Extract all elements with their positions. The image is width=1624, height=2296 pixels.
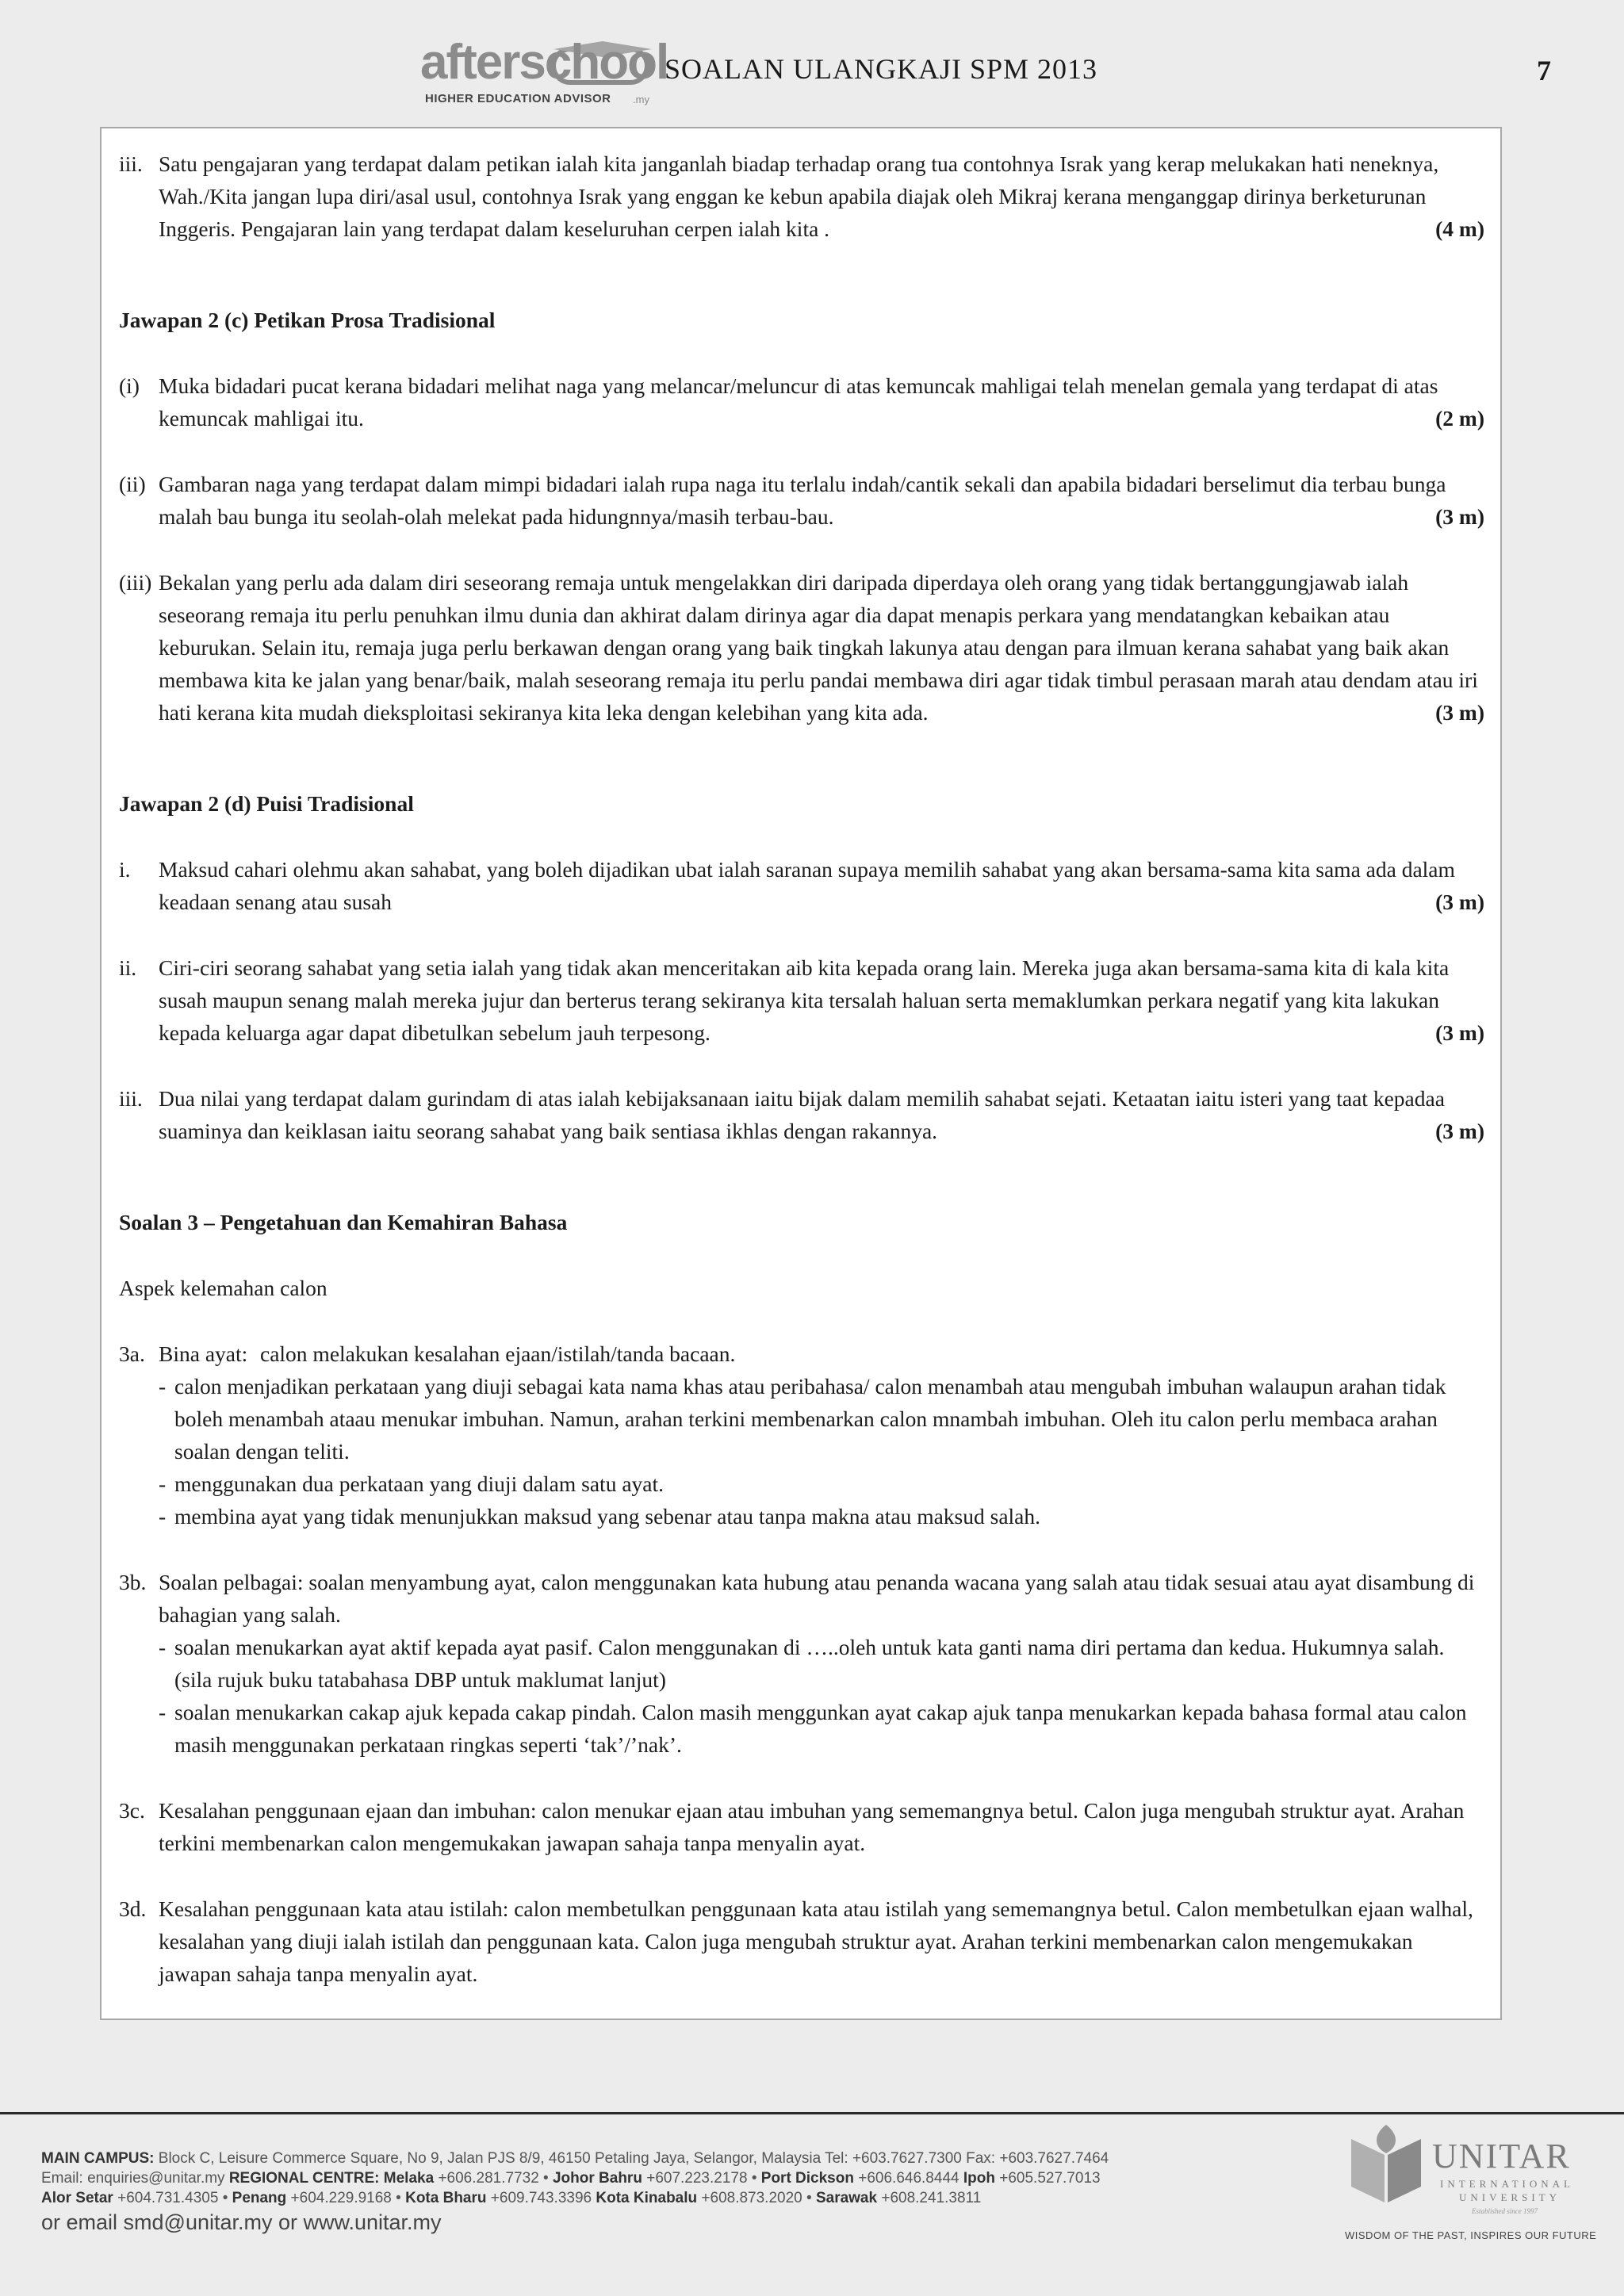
item-number: (ii): [119, 472, 146, 496]
item-text: Bekalan yang perlu ada dalam diri seseorang remaja untuk mengelakkan diri daripada diperdaya oleh orang yang tidak bertanggungjawab ialah seseorang remaja itu perlu penuhkan ilmu dunia dan akhirat dalam dirinya agar dia dapat menapis perkara yang mendatangkan kebaikan atau keburukan. Selain itu, remaja juga perlu berkawan dengan orang yang baik tingkah lakunya atau dengan para ilmuan kerana sahabat yang baik akan membawa kita ke jalan yang benar/baik, malah seseorang remaja itu perlu pandai membawa diri agar tidak timbul perasaan marah atau dendam atau iri hati kerana kita mudah dieksploitasi sekiranya kita leka dengan kelebihan yang kita ada.: [159, 570, 1478, 725]
item-number: (i): [119, 373, 140, 398]
item-marks: (3 m): [1431, 500, 1484, 533]
footer-divider: [0, 2112, 1624, 2114]
footer-regional-line1: Email: enquiries@unitar.my REGIONAL CENTRE: Melaka +606.281.7732 • Johor Bahru +607.223.2178 • Port Dickson +606.646.8444 Ipoh +605.527.7013: [41, 2170, 1101, 2187]
item-marks: (4 m): [1431, 212, 1484, 245]
bullet-item: [119, 1696, 1484, 1761]
afterschool-logo: [420, 35, 668, 117]
main-campus-label: MAIN CAMPUS:: [41, 2150, 155, 2167]
sarawak-label: Sarawak: [815, 2190, 878, 2206]
item-marks: (3 m): [1431, 886, 1484, 918]
kk-label: Kota Kinabalu: [596, 2190, 698, 2206]
kb-tel: +609.743.3396: [490, 2190, 592, 2206]
item-label: Bina ayat:: [159, 1341, 248, 1366]
dash-bullet: -: [159, 1635, 167, 1659]
item-text: Maksud cahari olehmu akan sahabat, yang boleh dijadikan ubat ialah saranan supaya memilih sahabat yang akan bersama-sama kita sama ada dalam keadaan senang atau susah: [159, 857, 1455, 914]
answer-item: [119, 1337, 1484, 1370]
item-lead-text: calon melakukan kesalahan ejaan/istilah/tanda bacaan.: [260, 1341, 736, 1366]
item-marks: (3 m): [1431, 1016, 1484, 1049]
bullet-text: membina ayat yang tidak menunjukkan maksud yang sebenar atau tanpa makna atau maksud salah.: [174, 1504, 1041, 1529]
kb-label: Kota Bharu: [405, 2190, 487, 2206]
footer-regional-line2: Alor Setar +604.731.4305 • Penang +604.229.9168 • Kota Bharu +609.743.3396 Kota Kinabalu +608.873.2020 • Sarawak +608.241.3811: [41, 2190, 982, 2206]
melaka-tel: +606.281.7732: [438, 2170, 539, 2187]
item-marks: (2 m): [1431, 402, 1484, 434]
penang-label: Penang: [232, 2190, 287, 2206]
answer-item: [119, 1794, 1484, 1859]
answer-item: [119, 468, 1484, 533]
johor-tel: +607.223.2178: [646, 2170, 748, 2187]
bullet-text: soalan menukarkan cakap ajuk kepada cakap pindah. Calon masih menggunkan ayat cakap ajuk tanpa menukarkan kepada bahasa formal atau calon masih menggunakan perkataan ringkas seperti ‘tak’/’nak’.: [174, 1700, 1467, 1757]
item-text: Dua nilai yang terdapat dalam gurindam di atas ialah kebijaksanaan iaitu bijak dalam memilih sahabat sejati. Ketaatan iaitu isteri yang taat kepadaa suaminya dan keiklasan iaitu seorang sahabat yang baik sentiasa ikhlas dengan rakannya.: [159, 1086, 1445, 1143]
item-number: 3a.: [119, 1341, 145, 1366]
unitar-name: UNITAR: [1432, 2137, 1571, 2175]
main-campus-address: Block C, Leisure Commerce Square, No 9, Jalan PJS 8/9, 46150 Petaling Jaya, Selangor, Malaysia Tel: +603.7627.7300 Fax: +603.7627.7464: [158, 2150, 1109, 2167]
bullet-item: [119, 1370, 1484, 1468]
section-heading: Jawapan 2 (d) Puisi Tradisional: [119, 791, 414, 816]
item-number: 3b.: [119, 1570, 147, 1594]
answer-item: [119, 566, 1484, 729]
ipoh-tel: +605.527.7013: [999, 2170, 1101, 2187]
page-header: [0, 32, 1624, 127]
dash-bullet: -: [159, 1374, 167, 1399]
item-marks: (3 m): [1431, 696, 1484, 729]
item-text: Kesalahan penggunaan kata atau istilah: calon membetulkan penggunaan kata atau istilah yang sememangnya betul. Calon membetulkan ejaan walhal, kesalahan yang diuji ialah istilah dan penggunaan kata. Calon juga mengubah struktur ayat. Arahan terkini membenarkan calon mengemukakan jawapan sahaja tanpa menyalin ayat.: [159, 1896, 1473, 1986]
answer-item: [119, 147, 1484, 245]
logo-tagline: HIGHER EDUCATION ADVISOR: [425, 92, 611, 105]
ipoh-label: Ipoh: [963, 2170, 995, 2187]
dash-bullet: -: [159, 1700, 167, 1724]
item-number: i.: [119, 857, 131, 882]
unitar-sub-line1: INTERNATIONAL: [1440, 2178, 1574, 2190]
bullet-text: calon menjadikan perkataan yang diuji sebagai kata nama khas atau peribahasa/ calon menambah atau mengubah imbuhan walaupun arahan tidak boleh menambah ataau menukar imbuhan. Namun, arahan terkini membenarkan calon mnambah imbuhan. Oleh itu calon perlu membaca arahan soalan dengan teliti.: [174, 1374, 1446, 1464]
item-text: Muka bidadari pucat kerana bidadari melihat naga yang melancar/meluncur di atas kemuncak mahligai telah menelan gemala yang terdapat di atas kemuncak mahligai itu.: [159, 373, 1438, 430]
sarawak-tel: +608.241.3811: [881, 2190, 982, 2206]
item-text: Satu pengajaran yang terdapat dalam petikan ialah kita janganlah biadap terhadap orang tua contohnya Israk yang kerap melukakan hati neneknya, Wah./Kita jangan lupa diri/asal usul, contohnya Israk yang enggan ke kebun apabila diajak oleh Mikraj kerana menganggap dirinya berketurunan Inggeris. Pengajaran lain yang terdapat dalam keseluruhan cerpen ialah kita .: [159, 151, 1439, 241]
enquiries-email: Email: enquiries@unitar.my: [41, 2170, 229, 2187]
item-text: Ciri-ciri seorang sahabat yang setia ialah yang tidak akan menceritakan aib kita kepada orang lain. Mereka juga akan bersama-sama kita di kala kita susah maupun senang malah mereka jujur dan berterus terang sekiranya kita tersalah haluan serta memaklumkan perkara negatif yang kita lakukan kepada keluarga agar dapat dibetulkan sebelum jauh terpesong.: [159, 955, 1450, 1045]
alor-label: Alor Setar: [41, 2190, 113, 2206]
answer-item: [119, 1566, 1484, 1631]
item-text: Kesalahan penggunaan ejaan dan imbuhan: calon menukar ejaan atau imbuhan yang sememangnya betul. Calon juga mengubah struktur ayat. Arahan terkini membenarkan calon mengemukakan jawapan sahaja tanpa menyalin ayat.: [159, 1798, 1465, 1855]
item-text: Soalan pelbagai: soalan menyambung ayat, calon menggunakan kata hubung atau penanda wacana yang salah atau tidak sesuai atau ayat disambung di bahagian yang salah.: [159, 1570, 1475, 1627]
unitar-subtitle: [1440, 2177, 1574, 2204]
bullet-text: menggunakan dua perkataan yang diuji dalam satu ayat.: [174, 1471, 665, 1496]
footer-main-campus: [41, 2149, 1310, 2168]
regional-label: REGIONAL CENTRE:: [228, 2170, 380, 2187]
bullet-item: [119, 1468, 1484, 1500]
answer-item: [119, 951, 1484, 1049]
unitar-established: Established since 1997: [1472, 2207, 1538, 2215]
penang-tel: +604.229.9168: [290, 2190, 392, 2206]
unitar-logo: [1345, 2123, 1597, 2241]
answer-item: [119, 1082, 1484, 1147]
footer-email-web: or email smd@unitar.my or www.unitar.my: [41, 2210, 442, 2234]
answer-item: [119, 369, 1484, 434]
item-text: [159, 1337, 1484, 1370]
unitar-tagline: WISDOM OF THE PAST, INSPIRES OUR FUTURE: [1345, 2229, 1597, 2241]
item-marks: (3 m): [1431, 1115, 1484, 1147]
answer-item: [119, 853, 1484, 918]
kk-tel: +608.873.2020: [701, 2190, 802, 2206]
item-number: 3c.: [119, 1798, 145, 1823]
section-heading: Soalan 3 – Pengetahuan dan Kemahiran Bahasa: [119, 1210, 568, 1234]
dash-bullet: -: [159, 1471, 167, 1496]
page-number: 7: [1537, 55, 1551, 86]
item-number: ii.: [119, 955, 137, 980]
bullet-item: [119, 1500, 1484, 1533]
bullet-text: soalan menukarkan ayat aktif kepada ayat pasif. Calon menggunakan di …..oleh untuk kata ganti nama diri pertama dan kedua. Hukumnya salah. (sila rujuk buku tatabahasa DBP untuk maklumat lanjut): [174, 1635, 1445, 1692]
pd-tel: +606.646.8444: [858, 2170, 959, 2187]
logo-wordmark: afterschool: [420, 35, 668, 90]
document-title: SOALAN ULANGKAJI SPM 2013: [665, 53, 1098, 85]
content-body: [119, 147, 1484, 1990]
johor-label: Johor Bahru: [552, 2170, 642, 2187]
unitar-sub-line2: UNIVERSITY: [1459, 2191, 1561, 2203]
pd-label: Port Dickson: [760, 2170, 854, 2187]
logo-domain: .my: [633, 94, 649, 105]
alor-tel: +604.731.4305: [117, 2190, 219, 2206]
section-heading: Jawapan 2 (c) Petikan Prosa Tradisional: [119, 308, 496, 332]
content-frame: [100, 127, 1502, 2020]
answer-item: [119, 1892, 1484, 1990]
item-number: 3d.: [119, 1896, 147, 1921]
dash-bullet: -: [159, 1504, 167, 1529]
item-number: (iii): [119, 570, 152, 595]
melaka-label: Melaka: [383, 2170, 435, 2187]
item-text: Gambaran naga yang terdapat dalam mimpi bidadari ialah rupa naga itu terlalu indah/cantik sekali dan apabila bidadari berselimut dia terbau bunga malah bau bunga itu seolah-olah melekat pada hidungnnya/masih terbau-bau.: [159, 472, 1446, 529]
footer-contact: [41, 2149, 1310, 2237]
item-number: iii.: [119, 151, 143, 176]
section-subheading: Aspek kelemahan calon: [119, 1276, 327, 1300]
item-number: iii.: [119, 1086, 143, 1111]
bullet-item: [119, 1631, 1484, 1696]
book-emblem-icon: [1345, 2123, 1427, 2210]
